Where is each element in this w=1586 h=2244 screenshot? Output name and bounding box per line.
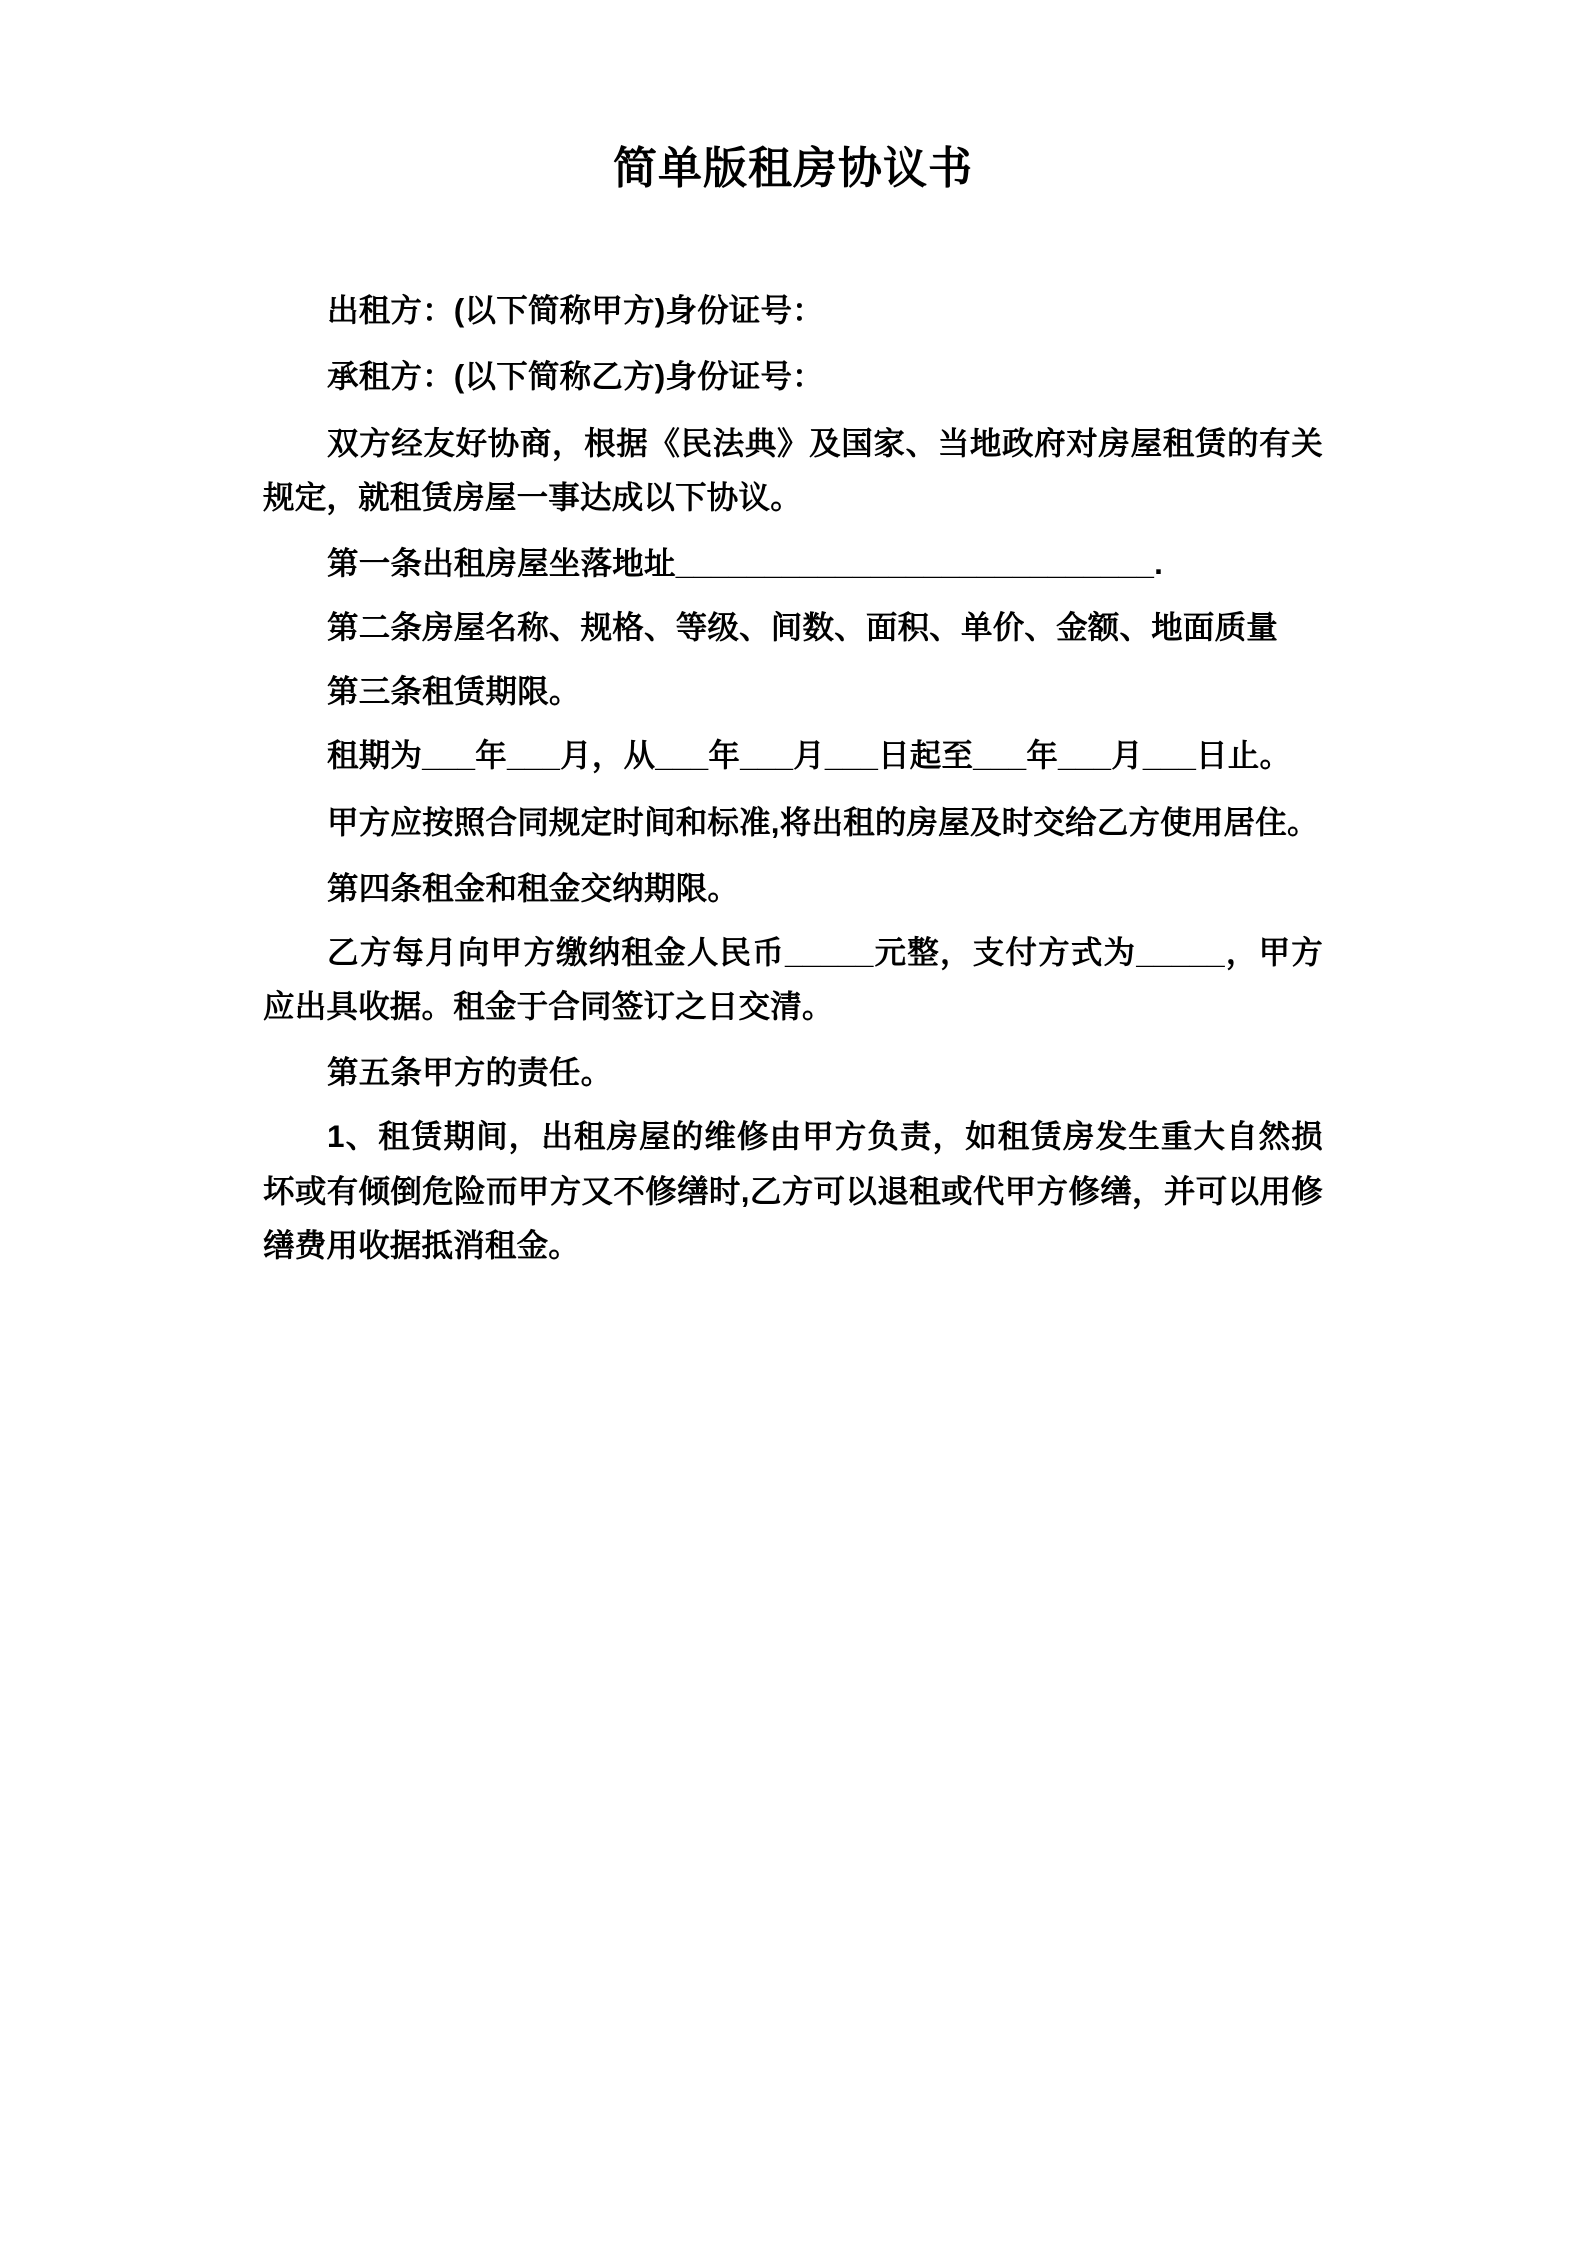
paragraph-handover: 甲方应按照合同规定时间和标准,将出租的房屋及时交给乙方使用居住。	[327, 803, 1319, 840]
paragraph-article-5-item-1: 1、租赁期间，出租房屋的维修由甲方负责，如租赁房发生重大自然损坏或有倾倒危险而甲方又不修缮时,乙方可以退租或代甲方修缮，并可以用修缮费用收据抵消租金。	[263, 1118, 1323, 1263]
paragraph-rent-payment: 乙方每月向甲方缴纳租金人民币_____元整，支付方式为_____，甲方应出具收据。租金于合同签订之日交清。	[263, 933, 1323, 1025]
page-title: 简单版租房协议书	[613, 144, 973, 193]
document-body	[263, 197, 1323, 1272]
paragraph-preamble: 双方经友好协商，根据《民法典》及国家、当地政府对房屋租赁的有关规定，就租赁房屋一事达成以下协议。	[263, 424, 1323, 515]
paragraph-article-1: 第一条出租房屋坐落地址___________________________.	[327, 544, 1164, 581]
paragraph-lessor: 出租方：(以下简称甲方)身份证号：	[327, 292, 824, 329]
paragraph-article-5: 第五条甲方的责任。	[327, 1054, 613, 1091]
paragraph-lease-term: 租期为___年___月，从___年___月___日起至___年___月___日止。	[327, 737, 1292, 774]
paragraph-article-4: 第四条租金和租金交纳期限。	[327, 869, 740, 906]
paragraph-article-2: 第二条房屋名称、规格、等级、间数、面积、单价、金额、地面质量	[327, 609, 1279, 646]
paragraph-lessee: 承租方：(以下简称乙方)身份证号：	[327, 358, 824, 395]
paragraph-article-3: 第三条租赁期限。	[327, 673, 581, 710]
